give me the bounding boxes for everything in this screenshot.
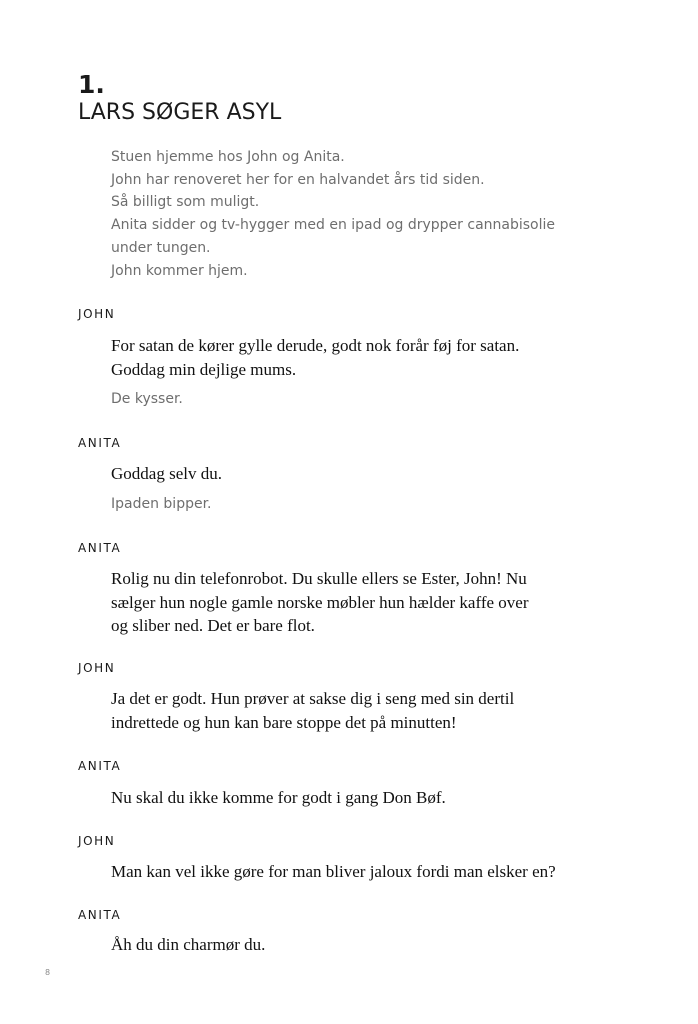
stage-direction-line: under tungen.	[111, 239, 211, 256]
dialogue-block	[111, 567, 591, 638]
dialogue-line: Åh du din charmør du.	[111, 935, 266, 954]
dialogue-block	[111, 786, 591, 810]
speaker-name: JOHN	[78, 307, 116, 321]
dialogue-block	[111, 860, 591, 884]
stage-direction-line: John kommer hjem.	[111, 262, 248, 279]
stage-direction-line: Anita sidder og tv-hygger med en ipad og drypper cannabisolie	[111, 217, 556, 234]
dialogue-block	[111, 687, 591, 734]
stage-direction-line: Stuen hjemme hos John og Anita.	[111, 149, 345, 165]
speaker-name: JOHN	[78, 661, 116, 675]
dialogue-line: Goddag min dejlige mums.	[111, 359, 297, 379]
stage-direction-line: John har renoveret her for en halvandet års tid siden.	[111, 171, 485, 188]
dialogue-line: og sliber ned. Det er bare flot.	[111, 616, 315, 635]
dialogue-line: Ja det er godt. Hun prøver at sakse dig i seng med sin dertil	[111, 689, 515, 708]
dialogue-block	[111, 334, 591, 381]
scene-number: 1.	[78, 70, 105, 99]
dialogue-line: sælger hun nogle gamle norske møbler hun hælder kaffe over	[111, 592, 529, 612]
dialogue-line: Rolig nu din telefonrobot. Du skulle ellers se Ester, John! Nu	[111, 569, 527, 588]
speaker-name: ANITA	[78, 759, 122, 773]
stage-direction: De kysser.	[111, 391, 183, 407]
dialogue-line: Nu skal du ikke komme for godt i gang Don Bøf.	[111, 788, 446, 807]
stage-direction-line: Så billigt som muligt.	[111, 194, 260, 211]
dialogue-line: Man kan vel ikke gøre for man bliver jaloux fordi man elsker en?	[111, 862, 556, 881]
dialogue-line: Goddag selv du.	[111, 464, 222, 483]
speaker-name: JOHN	[78, 834, 116, 848]
stage-direction: Ipaden bipper.	[111, 496, 212, 512]
speaker-name: ANITA	[78, 541, 122, 555]
speaker-name: ANITA	[78, 436, 122, 450]
dialogue-line: indrettede og hun kan bare stoppe det på minutten!	[111, 712, 457, 732]
dialogue-line: For satan de kører gylle derude, godt nok forår føj for satan.	[111, 336, 520, 355]
dialogue-block	[111, 462, 591, 486]
scene-title: LARS SØGER ASYL	[78, 100, 282, 125]
speaker-name: ANITA	[78, 908, 122, 922]
opening-stage-directions	[111, 146, 571, 282]
page-number: 8	[45, 968, 51, 977]
dialogue-block	[111, 933, 591, 957]
